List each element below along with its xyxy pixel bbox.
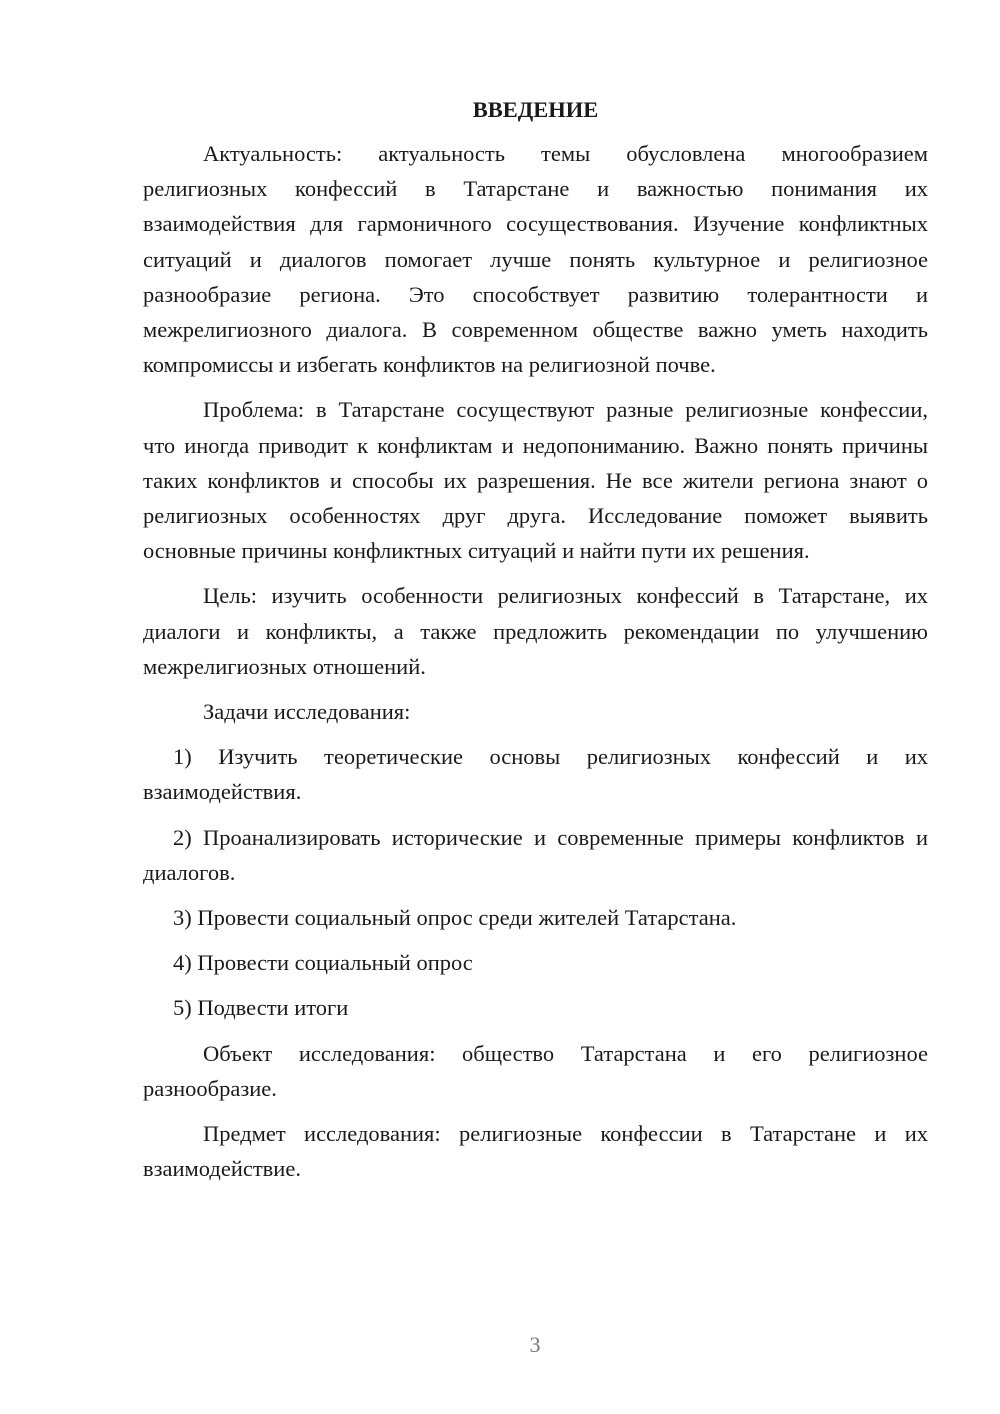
- tasks-heading: Задачи исследования:: [203, 699, 411, 725]
- goal-paragraph: Цель: изучить особенности религиозных конфессий в Татарстане, их диалоги и конфликты, а также предложить рекомендации по улучшению межрелигиозных отношений.: [143, 583, 928, 679]
- task-item-3: 3) Провести социальный опрос среди жителей Татарстана.: [173, 905, 737, 931]
- relevance-paragraph: Актуальность: актуальность темы обусловлена многообразием религиозных конфессий в Татарстане и важностью понимания их взаимодействия для гармоничного сосуществования. Изучение конфликтных ситуаций и диалогов помогает лучше понять культурное и религиозное разнообразие региона. Это способствует развитию толерантности и межрелигиозного диалога. В современном обществе важно уметь находить компромиссы и избегать конфликтов на религиозной почве.: [143, 141, 928, 378]
- subject-paragraph: Предмет исследования: религиозные конфессии в Татарстане и их взаимодействие.: [143, 1121, 928, 1182]
- task-item-1: 1) Изучить теоретические основы религиозных конфессий и их взаимодействия.: [143, 744, 928, 805]
- object-paragraph: Объект исследования: общество Татарстана и его религиозное разнообразие.: [143, 1040, 928, 1101]
- task-item-2: 2) Проанализировать исторические и современные примеры конфликтов и диалогов.: [143, 824, 928, 885]
- problem-paragraph: Проблема: в Татарстане сосуществуют разные религиозные конфессии, что иногда приводит к конфликтам и недопониманию. Важно понять причины таких конфликтов и способы их разрешения. Не все жители региона знают о религиозных особенностях друг друга. Исследование поможет выявить основные причины конфликтных ситуаций и найти пути их решения.: [143, 397, 928, 564]
- document-title: ВВЕДЕНИЕ: [472, 97, 599, 122]
- task-item-4: 4) Провести социальный опрос: [173, 950, 473, 976]
- page-number: 3: [529, 1332, 541, 1357]
- task-item-5: 5) Подвести итоги: [173, 995, 349, 1021]
- document-page: [143, 92, 928, 1196]
